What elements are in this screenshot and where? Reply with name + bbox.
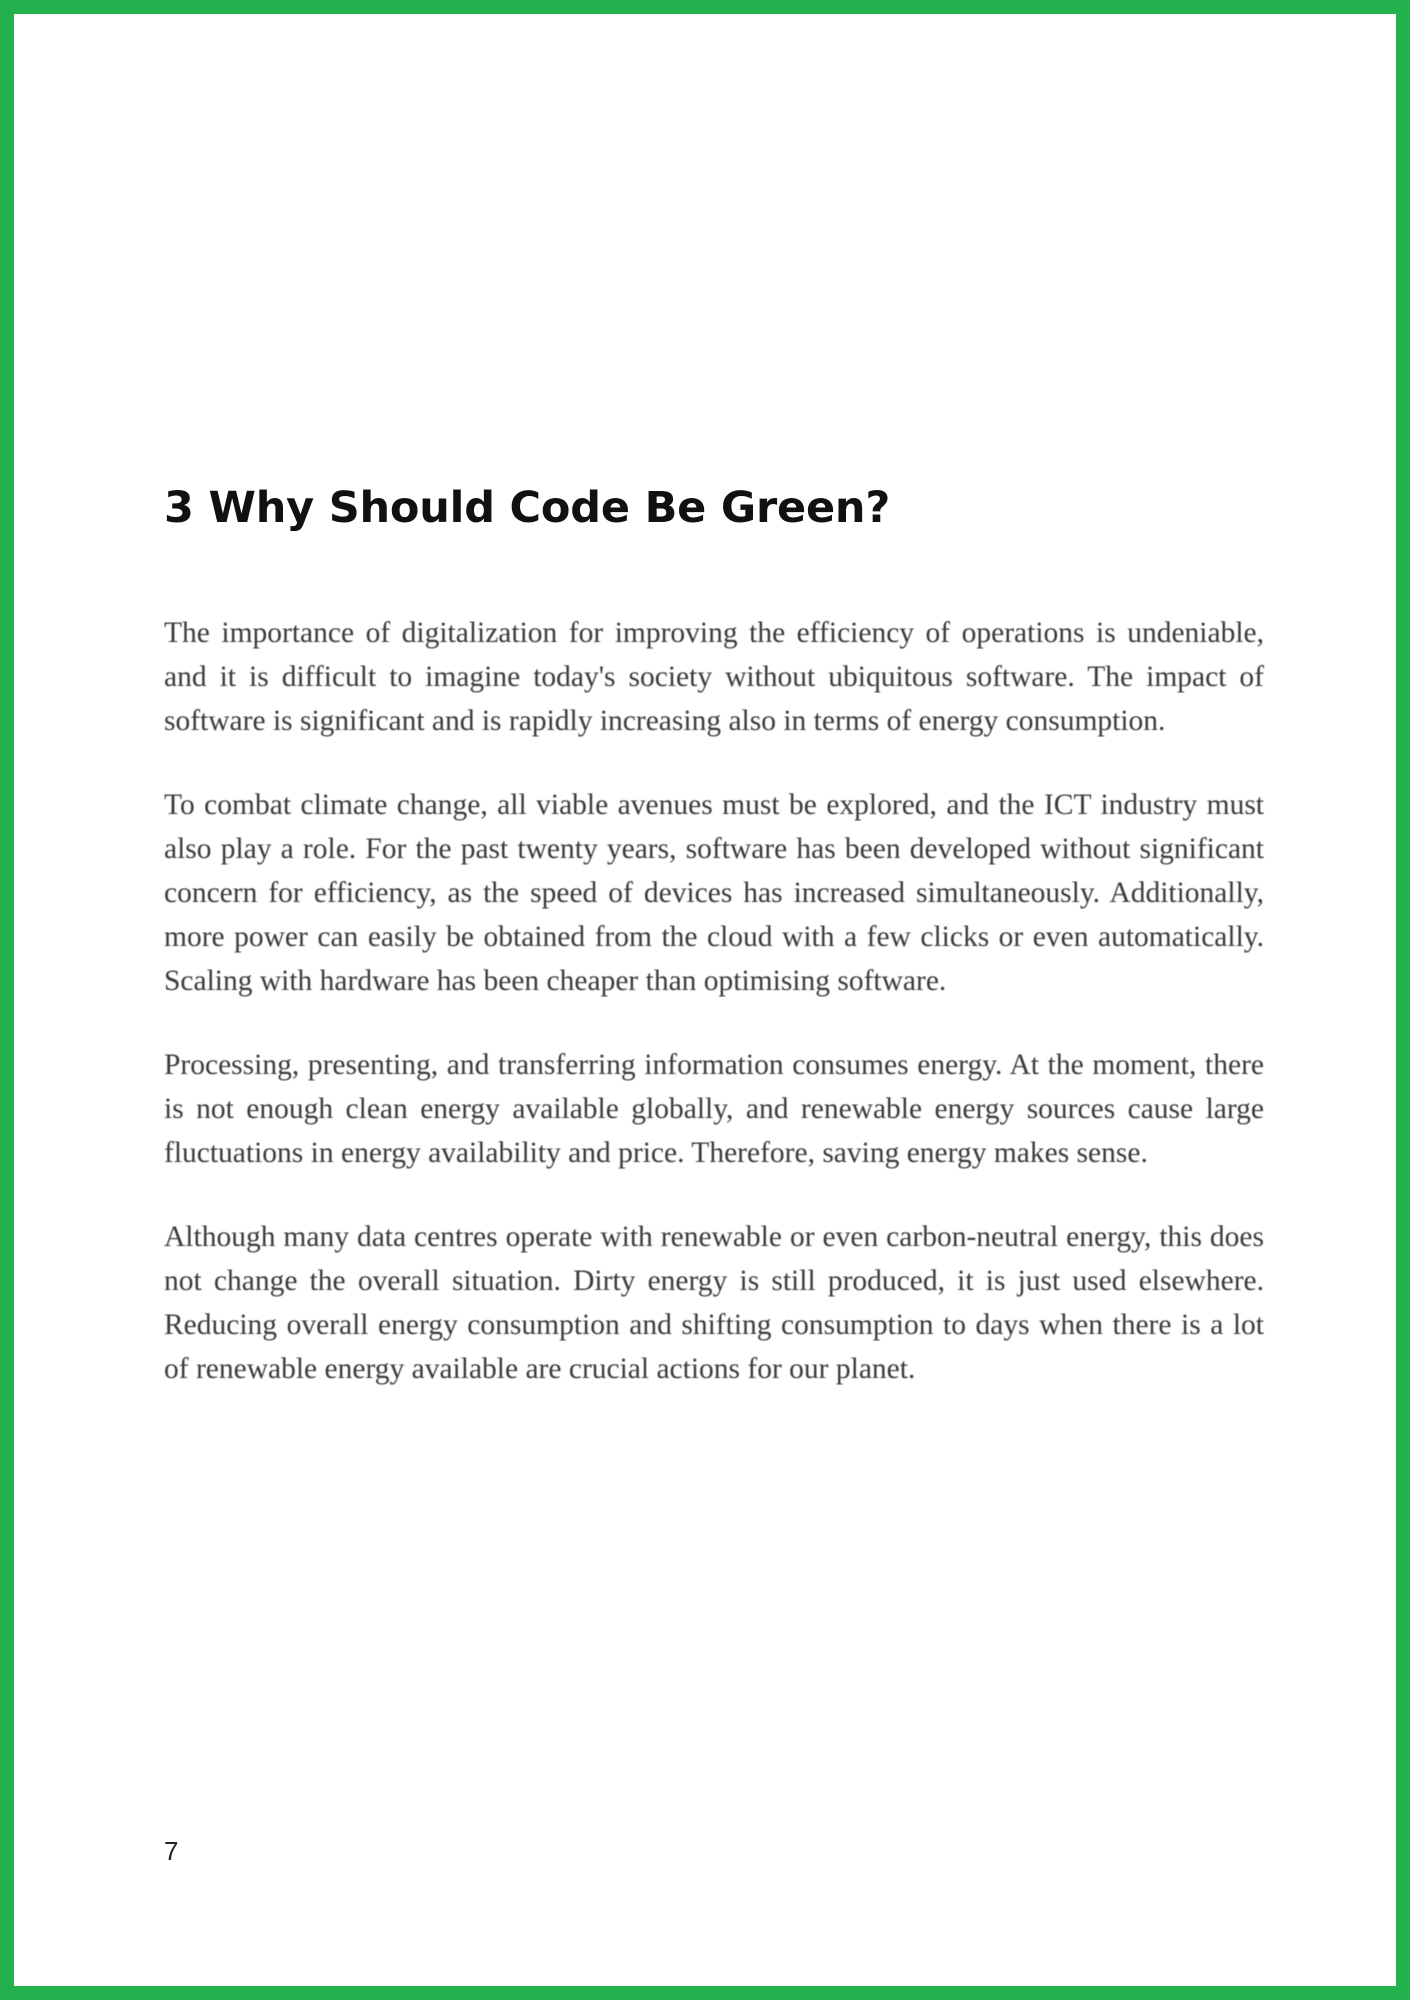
paragraph: Although many data centres operate with renewable or even carbon-neutral energy, this does not change the overall situation. Dirty energy is still produced, it is just used elsewhere. Reducing overall energy consumption and shifting consumption to days when there is a lot of renewable energy available are crucial actions for our planet. [164,1221,1264,1386]
paragraph: To combat climate change, all viable avenues must be explored, and the ICT industry must also play a role. For the past twenty years, software has been developed without significant concern for efficiency, as the speed of devices has increased simultaneously. Additionally, more power can easily be obtained from the cloud with a few clicks or even automatically. Scaling with hardware has been cheaper than optimising software. [164,789,1264,998]
page-number: 7 [164,1836,179,1866]
paragraph: Processing, presenting, and transferring information consumes energy. At the moment, there is not enough clean energy available globally, and renewable energy sources cause large fluctuations in energy availability and price. Therefore, saving energy makes sense. [164,1049,1264,1170]
body-text [164,611,1264,1391]
page-title: 3 Why Should Code Be Green? [164,483,891,533]
paragraph: The importance of digitalization for improving the efficiency of operations is undeniable, and it is difficult to imagine today's society without ubiquitous software. The impact of software is significant and is rapidly increasing also in terms of energy consumption. [164,617,1264,738]
page-content [164,484,1264,1391]
page-sheet [14,14,1396,1986]
